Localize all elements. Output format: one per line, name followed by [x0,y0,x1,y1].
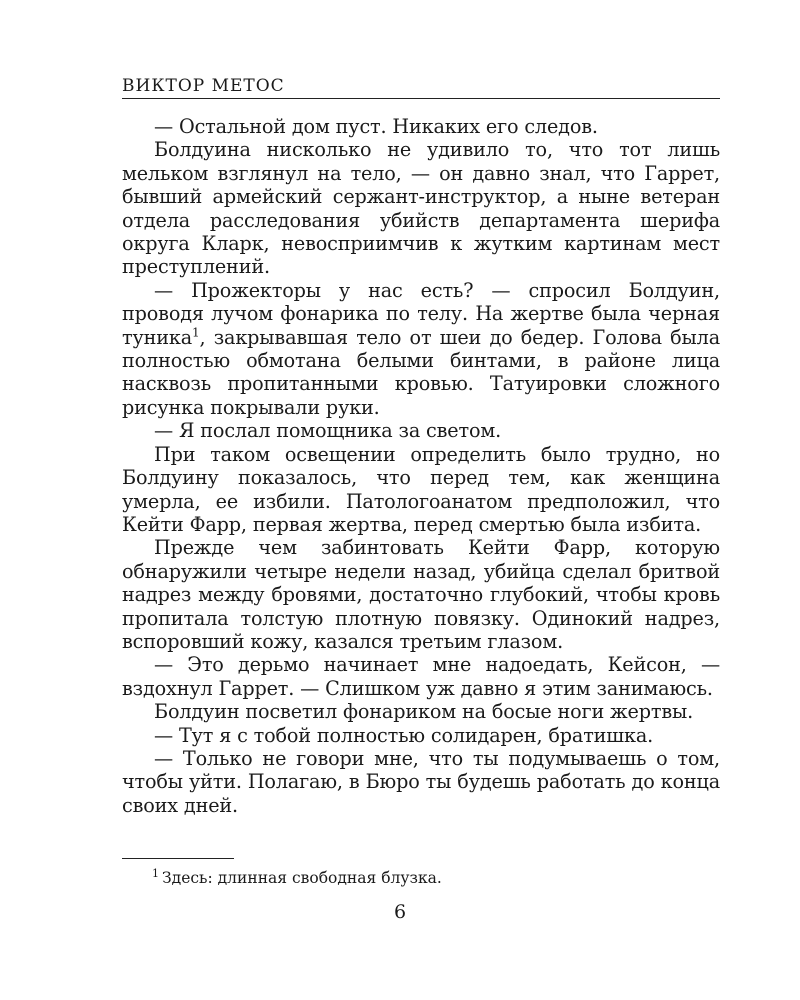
paragraph: При таком освещении определить было трудно, но Болдуину показалось, что перед тем, как женщина умерла, ее избили. Патологоанатом предположил, что Кейти Фарр, первая жертва, перед смертью была избита. [122,442,720,536]
footnote-text: Здесь: длинная свободная блузка. [162,869,442,887]
paragraph: Прежде чем забинтовать Кейти Фарр, которую обнаружили четыре недели назад, убийца сделал бритвой надрез между бровями, достаточно глубокий, чтобы кровь пропитала толстую плотную повязку. Одинокий надрез, вспоровший кожу, казался третьим глазом. [122,536,720,653]
paragraph: — Это дерьмо начинает мне надоедать, Кейсон, — вздохнул Гаррет. — Слишком уж давно я этим занимаюсь. [122,653,720,700]
main-text [122,115,720,817]
paragraph: Болдуин посветил фонариком на босые ноги жертвы. [154,700,694,724]
paragraph: — Я послал помощника за светом. [154,419,502,443]
footnote-divider [122,858,234,859]
paragraph: — Тут я с тобой полностью солидарен, братишка. [154,723,654,747]
author-name: ВИКТОР МЕТОС [122,76,285,96]
paragraph: — Остальной дом пуст. Никаких его следов. [154,115,598,138]
paragraph-text: — Прожекторы у нас есть? — спросил Болдуин, проводя лучом фонарика по телу. На жертве была черная туника [122,278,720,349]
paragraph: Болдуина нисколько не удивило то, что тот лишь мельком взглянул на тело, — он давно знал, что Гаррет, бывший армейский сержант-инструктор, а ныне ветеран отдела расследования убийств департамента шерифа округа Кларк, невосприимчив к жутким картинам мест преступлений. [122,138,720,279]
paragraph: — Только не говори мне, что ты подумываешь о том, чтобы уйти. Полагаю, в Бюро ты будешь работать до конца своих дней. [122,746,720,817]
footnote-number: 1 [152,866,159,880]
paragraph-text: , закрывавшая тело от шеи до бедер. Голова была полностью обмотана белыми бинтами, в районе лица насквозь пропитанными кровью. Татуировки сложного рисунка покрывали руки. [122,325,720,419]
page-number: 6 [393,901,407,923]
footnote-reference[interactable]: 1 [192,325,200,340]
paragraph [122,279,720,419]
footnote [152,868,712,888]
running-header [122,76,720,99]
